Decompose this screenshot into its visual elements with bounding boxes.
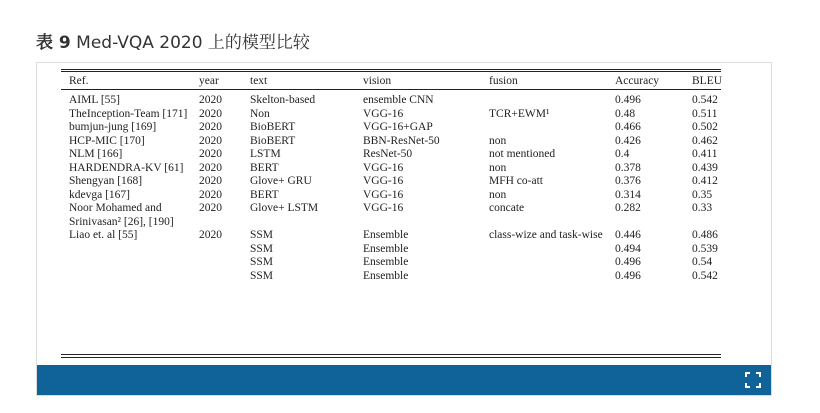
cell-vision: VGG-16 (363, 107, 404, 120)
cell-vision: VGG-16 (363, 175, 404, 187)
cell-ref: HCP-MIC [170] (69, 134, 145, 147)
cell-accuracy: 0.282 (615, 202, 641, 214)
cell-vision: Ensemble (363, 269, 409, 282)
cell-text: Skelton-based (250, 94, 316, 106)
cell-ref: Liao et. al [55] (69, 229, 138, 241)
cell-year (199, 243, 250, 257)
cell-text: Glove+ GRU (250, 175, 312, 187)
cell-ref: Shengyan [168] (69, 175, 143, 187)
table-header-row (69, 73, 721, 89)
cell-vision: Ensemble (363, 242, 409, 255)
cell-accuracy: 0.314 (615, 188, 641, 201)
cell-vision: ResNet-50 (363, 148, 413, 160)
cell-ref (69, 270, 199, 284)
table-row (69, 202, 721, 229)
table-row (69, 121, 721, 135)
top-rule-double (61, 71, 721, 72)
header-fusion: fusion (489, 75, 518, 87)
top-rule (61, 69, 721, 70)
cell-vision: Ensemble (363, 229, 409, 241)
cell-text: LSTM (250, 148, 281, 160)
cell-accuracy: 0.48 (615, 107, 636, 120)
table-body (69, 89, 721, 283)
cell-year: 2020 (199, 188, 222, 201)
cell-text: SSM (250, 269, 274, 282)
bottom-rule-double (61, 357, 721, 358)
cell-text: SSM (250, 229, 274, 241)
cell-bleu: 0.411 (692, 148, 718, 160)
cell-text: BioBERT (250, 134, 296, 147)
cell-ref: TheInception-Team [171] (69, 107, 188, 120)
cell-ref (69, 243, 199, 257)
table-row (69, 162, 721, 176)
cell-bleu: 0.412 (692, 175, 718, 187)
cell-year: 2020 (199, 229, 222, 241)
comparison-table (69, 73, 721, 283)
cell-year (199, 270, 250, 284)
cell-bleu: 0.33 (692, 202, 713, 214)
cell-fusion: not mentioned (489, 148, 556, 160)
table-title: Med-VQA 2020 上的模型比较 (76, 33, 310, 53)
cell-accuracy: 0.496 (615, 94, 641, 106)
cell-bleu: 0.35 (692, 188, 713, 201)
cell-vision: VGG-16 (363, 188, 404, 201)
cell-year: 2020 (199, 148, 222, 160)
cell-fusion: non (489, 188, 507, 201)
cell-fusion (489, 256, 615, 270)
cell-accuracy: 0.466 (615, 121, 641, 133)
table-row (69, 135, 721, 149)
table-row (69, 243, 721, 257)
cell-year: 2020 (199, 94, 222, 106)
table-number: 表 9 (36, 33, 71, 53)
cell-year: 2020 (199, 175, 222, 187)
cell-bleu: 0.439 (692, 161, 718, 174)
cell-fusion (489, 121, 615, 135)
cell-fusion (489, 270, 615, 284)
cell-ref: NLM [166] (69, 148, 123, 160)
cell-vision: VGG-16 (363, 161, 404, 174)
cell-ref: bumjun-jung [169] (69, 121, 157, 133)
table-image-frame (36, 62, 772, 396)
header-bleu: BLEU (692, 75, 723, 87)
cell-fusion: MFH co-att (489, 175, 543, 187)
cell-accuracy: 0.376 (615, 175, 641, 187)
header-vision: vision (363, 75, 392, 87)
cell-text: SSM (250, 256, 274, 268)
cell-accuracy: 0.446 (615, 229, 641, 241)
cell-accuracy: 0.378 (615, 161, 641, 174)
cell-year: 2020 (199, 202, 222, 214)
cell-bleu: 0.486 (692, 229, 718, 241)
cell-vision: VGG-16 (363, 202, 404, 214)
header-text: text (250, 75, 268, 87)
cell-accuracy: 0.4 (615, 148, 630, 160)
table-caption (36, 28, 310, 53)
cell-bleu: 0.54 (692, 256, 713, 268)
header-accuracy: Accuracy (615, 75, 660, 87)
cell-accuracy: 0.426 (615, 134, 641, 147)
cell-bleu: 0.502 (692, 121, 718, 133)
cell-vision: BBN-ResNet-50 (363, 134, 440, 147)
table-row (69, 175, 721, 189)
cell-year: 2020 (199, 161, 222, 174)
cell-bleu: 0.462 (692, 134, 718, 147)
cell-ref: kdevga [167] (69, 188, 130, 201)
header-year: year (199, 75, 219, 87)
cell-fusion: class-wize and task-wise (489, 229, 603, 241)
cell-text: BERT (250, 161, 279, 174)
cell-year (199, 256, 250, 270)
cell-accuracy: 0.496 (615, 269, 641, 282)
table-row (69, 256, 721, 270)
cell-bleu: 0.542 (692, 94, 718, 106)
cell-ref: Noor Mohamed and Srinivasan² [26], [190] (69, 202, 174, 228)
table-row (69, 89, 721, 108)
cell-fusion: concate (489, 202, 525, 214)
cell-ref: HARDENDRA-KV [61] (69, 161, 184, 174)
cell-year: 2020 (199, 134, 222, 147)
image-toolbar (37, 365, 771, 395)
cell-fusion: TCR+EWM¹ (489, 107, 550, 120)
cell-text: SSM (250, 242, 274, 255)
cell-accuracy: 0.496 (615, 256, 641, 268)
cell-text: BioBERT (250, 121, 296, 133)
cell-bleu: 0.542 (692, 269, 718, 282)
cell-vision: Ensemble (363, 256, 409, 268)
cell-fusion (489, 89, 615, 108)
cell-text: Glove+ LSTM (250, 202, 319, 214)
cell-fusion (489, 243, 615, 257)
table-row (69, 229, 721, 243)
cell-vision: ensemble CNN (363, 94, 434, 106)
expand-icon[interactable] (745, 372, 761, 388)
table-row (69, 270, 721, 284)
header-ref: Ref. (69, 75, 89, 87)
table-row (69, 148, 721, 162)
cell-ref (69, 256, 199, 270)
cell-year: 2020 (199, 107, 222, 120)
bottom-rule (61, 354, 721, 355)
cell-text: Non (250, 107, 270, 120)
table-row (69, 108, 721, 122)
cell-fusion: non (489, 161, 507, 174)
cell-vision: VGG-16+GAP (363, 121, 433, 133)
cell-bleu: 0.511 (692, 107, 718, 120)
cell-year: 2020 (199, 121, 222, 133)
cell-ref: AIML [55] (69, 94, 120, 106)
cell-accuracy: 0.494 (615, 242, 641, 255)
cell-text: BERT (250, 188, 279, 201)
table-row (69, 189, 721, 203)
table-scan (61, 69, 759, 359)
cell-bleu: 0.539 (692, 242, 718, 255)
cell-fusion: non (489, 134, 507, 147)
